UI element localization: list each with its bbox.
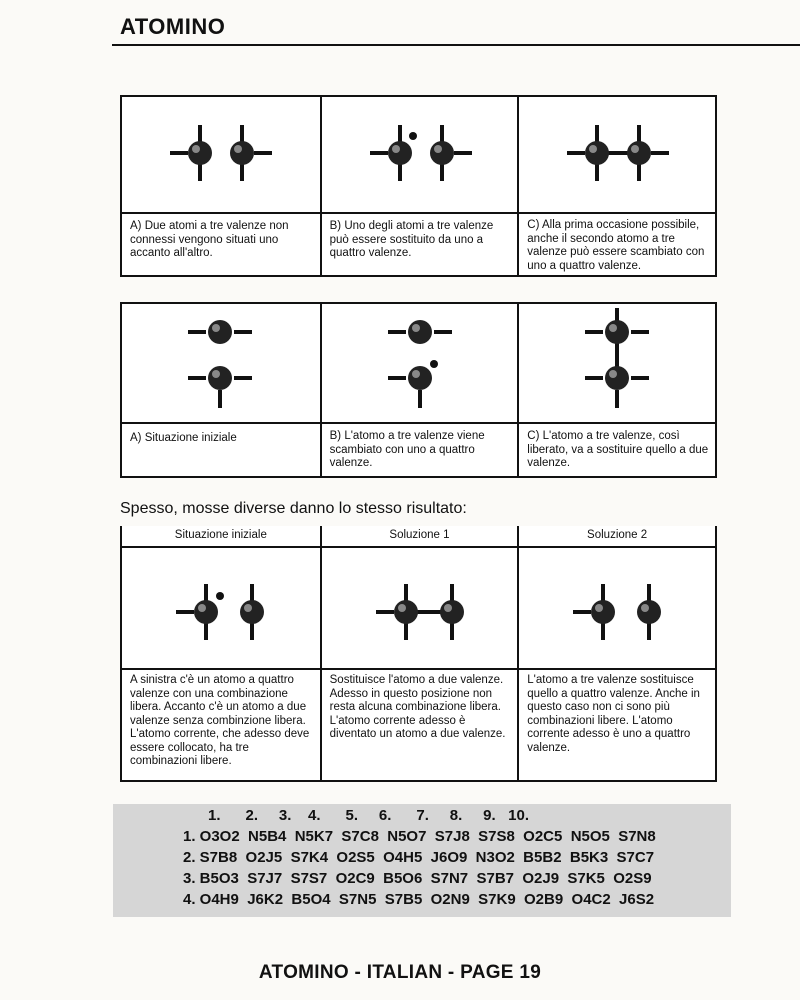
atom-three-valence: [573, 584, 615, 640]
panel-1-cell-a: [122, 97, 320, 275]
atom-pair-substituted-figure: [322, 97, 518, 212]
panel-2-cell-a: [122, 304, 320, 476]
panel-1-illustration-b: [322, 97, 518, 214]
caption: C) Alla prima occasione possibile, anche il secondo atomo a tre valenze può essere scambiato con uno a quattro valenze.: [527, 219, 705, 272]
caption: Sostituisce l'atomo a due valenze. Adesso in questo posizione non resta alcuna combinazione libera. L'atomo corrente adesso è diventato un atomo a due valenze.: [329, 674, 506, 740]
atom-pair-connected-figure: [519, 97, 715, 212]
atom-three-valence: [170, 125, 212, 181]
atom-three-valence: [430, 125, 472, 181]
code-row: 2. S7B8 O2J5 S7K4 O2S5 O4H5 J6O9 N3O2 B5B2 B5K3 S7C7: [183, 849, 655, 866]
atom-four-valence: [388, 360, 438, 408]
panel-3: [120, 526, 717, 782]
solution-2-figure: [519, 548, 715, 668]
caption: A) Due atomi a tre valenze non connessi vengono situati uno accanto all'altro.: [130, 220, 289, 259]
code-row: 3. B5O3 S7J7 S7S7 O2C9 B5O6 S7N7 S7B7 O2J9 S7K5 O2S9: [183, 870, 652, 887]
panel-1-illustration-a: [122, 97, 320, 214]
solution-1-figure: [322, 548, 518, 668]
code-row: 4. O4H9 J6K2 B5O4 S7N5 S7B5 O2N9 S7K9 O2B9 O4C2 J6S2: [183, 891, 655, 908]
atom-stack-initial-figure: [122, 304, 318, 422]
page-footer: ATOMINO - ITALIAN - PAGE 19: [258, 962, 542, 983]
code-column-numbers: 1. 2. 3. 4. 5. 6. 7. 8. 9. 10.: [183, 807, 529, 824]
code-row: 1. O3O2 N5B4 N5K7 S7C8 N5O7 S7J8 S7S8 O2C5 N5O5 S7N8: [183, 828, 656, 845]
panel-1-cell-b: [320, 97, 518, 275]
atom-four-valence: [370, 125, 417, 181]
caption: B) Uno degli atomi a tre valenze può essere sostituito da uno a quattro valenze.: [329, 220, 494, 259]
caption: L'atomo a tre valenze sostituisce quello a quattro valenze. Anche in questo caso non ci sono più combinazioni libere. L'atomo corrente adesso è uno a quattro valenze.: [527, 674, 700, 754]
atom-four-valence: [376, 584, 418, 640]
atom-three-valence: [230, 125, 272, 181]
level-codes-table: [113, 804, 731, 917]
atom-four-valence: [627, 125, 669, 181]
atom-four-valence: [567, 125, 609, 181]
caption: C) L'atomo a tre valenze, così liberato, va a sostituire quello a due valenze.: [527, 430, 709, 469]
initial-situation-figure: [122, 548, 318, 668]
panel-2-illustration-a: [122, 304, 320, 424]
atom-four-valence: [585, 366, 649, 408]
panel-3-cell-solution-1: [320, 526, 518, 780]
panel-3-cell-solution-2: [517, 526, 715, 780]
column-header: Situazione iniziale: [174, 529, 267, 541]
column-header: Soluzione 2: [587, 529, 648, 541]
atom-three-valence: [585, 308, 649, 344]
header-rule: [112, 44, 800, 46]
caption: A sinistra c'è un atomo a quattro valenze con una combinazione libera. Accanto c'è un atomo a due valenze senza combinzione libera. L'atomo corrente, che adesso deve essere collocato, ha tre combinazioni libere.: [130, 674, 310, 767]
atom-two-valence: [388, 320, 452, 344]
caption: A) Situazione iniziale: [130, 432, 237, 444]
atom-three-valence: [440, 584, 464, 640]
panel-3-illustration-solution-1: [322, 546, 518, 670]
panel-3-illustration-initial: [122, 546, 320, 670]
atom-two-valence: [637, 584, 661, 640]
column-header: Soluzione 1: [389, 529, 450, 541]
atom-two-valence: [240, 584, 264, 640]
panel-2-cell-b: [320, 304, 518, 476]
panel-2-illustration-c: [519, 304, 715, 424]
atom-three-valence: [188, 366, 252, 408]
panel-2-illustration-b: [322, 304, 518, 424]
caption: B) L'atomo a tre valenze viene scambiato con uno a quattro valenze.: [329, 430, 485, 469]
panel-1-cell-c: [517, 97, 715, 275]
panel-1-illustration-c: [519, 97, 715, 214]
atom-two-valence: [188, 320, 252, 344]
panel-3-cell-initial: [122, 526, 320, 780]
panel-1: [120, 95, 717, 277]
atom-four-valence: [176, 584, 224, 640]
panel-3-illustration-solution-2: [519, 546, 715, 670]
atom-stack-swapped-figure: [322, 304, 518, 422]
section-title: Spesso, mosse diverse danno lo stesso risultato:: [120, 500, 467, 517]
atom-stack-connected-figure: [519, 304, 715, 422]
atom-pair-unconnected-figure: [122, 97, 318, 212]
panel-2-cell-c: [517, 304, 715, 476]
header-title: ATOMINO: [120, 14, 226, 39]
panel-2: [120, 302, 717, 478]
